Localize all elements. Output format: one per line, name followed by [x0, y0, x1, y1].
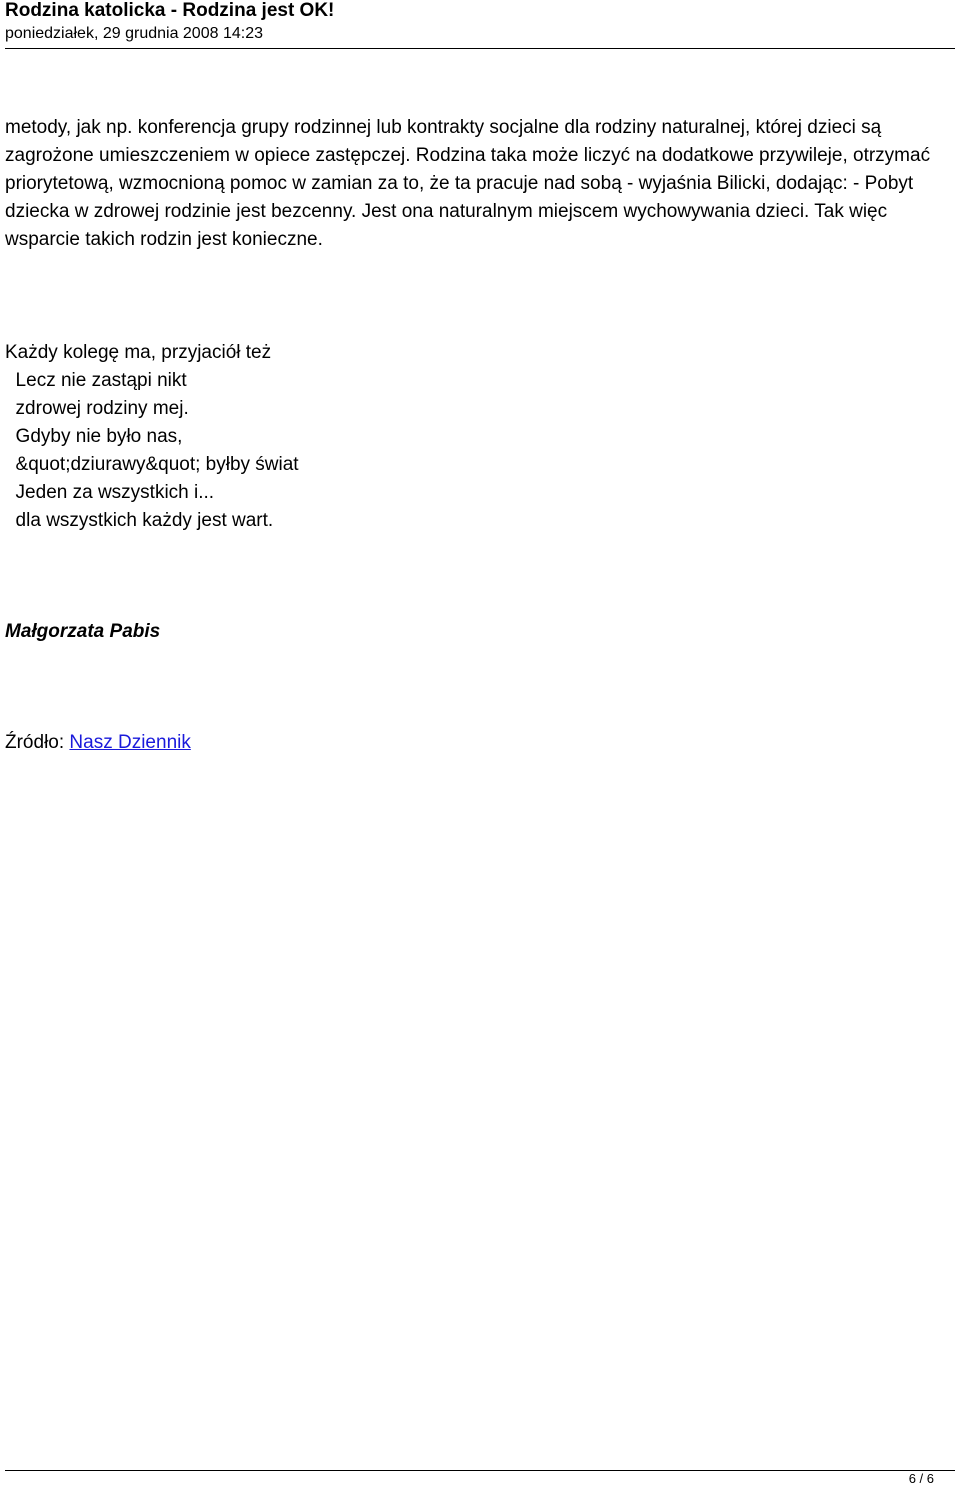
document-date: poniedziałek, 29 grudnia 2008 14:23	[5, 25, 263, 42]
source-label: Źródło:	[5, 732, 65, 753]
page-header	[5, 0, 955, 44]
poem-line: &quot;dziurawy&quot; byłby świat	[5, 454, 299, 475]
article-paragraph: metody, jak np. konferencja grupy rodzinnej lub kontrakty socjalne dla rodziny naturalnej, której dzieci są zagrożone umieszczeniem w opiece zastępczej. Rodzina taka może liczyć na dodatkowe przywileje, otrzymać priorytetową, wzmocnioną pomoc w zamian za to, że ta pracuje nad sobą - wyjaśnia Bilicki, dodając: - Pobyt dziecka w zdrowej rodzinie jest bezcenny. Jest ona naturalnym miejscem wychowywania dzieci. Tak więc wsparcie takich rodzin jest konieczne.	[5, 117, 931, 250]
source-link[interactable]: Nasz Dziennik	[69, 732, 191, 753]
poem-line: Lecz nie zastąpi nikt	[5, 370, 187, 391]
poem-line: dla wszystkich każdy jest wart.	[5, 510, 274, 531]
source-line	[5, 729, 191, 757]
poem	[5, 339, 299, 535]
header-divider	[5, 48, 955, 49]
author-name: Małgorzata Pabis	[5, 621, 161, 642]
page-number: 6 / 6	[908, 1471, 934, 1486]
footer-divider	[5, 1470, 955, 1471]
poem-line: Jeden za wszystkich i...	[5, 482, 215, 503]
poem-line: Każdy kolegę ma, przyjaciół też	[5, 342, 272, 363]
document-title: Rodzina katolicka - Rodzina jest OK!	[5, 0, 335, 21]
poem-line: Gdyby nie było nas,	[5, 426, 183, 447]
poem-line: zdrowej rodziny mej.	[5, 398, 189, 419]
